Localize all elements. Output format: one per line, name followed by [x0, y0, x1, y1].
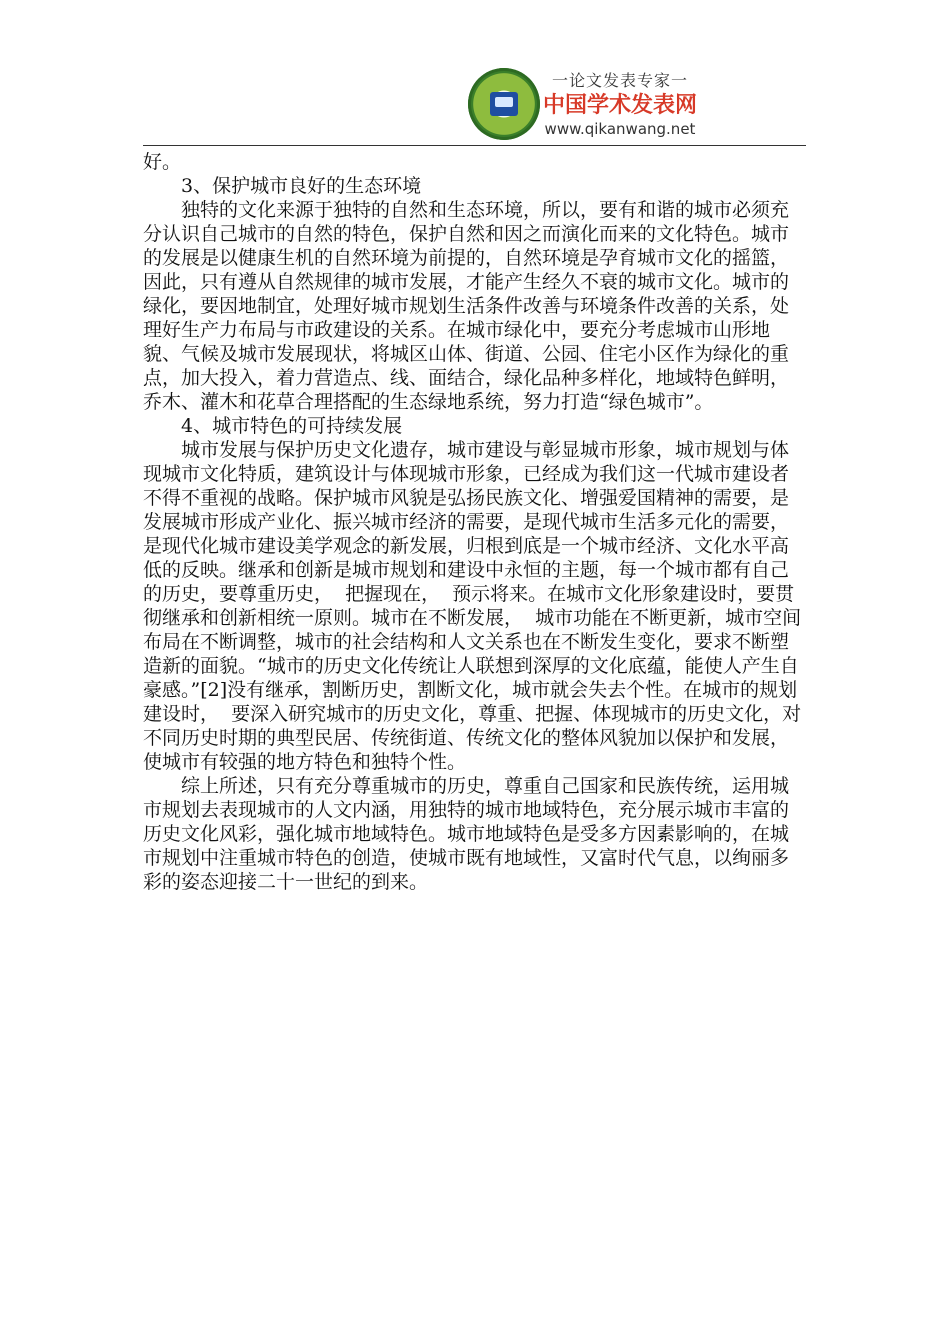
logo-tagline: 一论文发表专家一 — [551, 71, 688, 90]
section-heading-3: 3、保护城市良好的生态环境 — [181, 175, 422, 197]
paragraph-ecology: 独特的文化来源于独特的自然和生态环境，所以，要有和谐的城市必须充分认识自己城市的自然的特色，保护自然和因之而演化而来的文化特色。城市的发展是以健康生机的自然环境为前提的，自然环境是孕育城市文化的摇篮，因此，只有遵从自然规律的城市发展，才能产生经久不衰的城市文化。城市的绿化，要因地制宜，处理好城市规划生活条件改善与环境条件改善的关系，处理好生产力布局与市政建设的关系。在城市绿化中，要充分考虑城市山形地貌、气候及城市发展现状，将城区山体、街道、公园、住宅小区作为绿化的重点，加大投入，着力营造点、线、面结合，绿化品种多样化，地域特色鲜明，乔木、灌木和花草合理搭配的生态绿地系统，努力打造“绿色城市”。 — [143, 199, 790, 413]
document-body — [143, 150, 806, 894]
paragraph-sustainability: 城市发展与保护历史文化遗存，城市建设与彰显城市形象，城市规划与体现城市文化特质，建筑设计与体现城市形象，已经成为我们这一代城市建设者不得不重视的战略。保护城市风貌是弘扬民族文化、增强爱国精神的需要，是发展城市形成产业化、振兴城市经济的需要，是现代城市生活多元化的需要，是现代化城市建设美学观念的新发展，归根到底是一个城市经济、文化水平高低的反映。继承和创新是城市规划和建设中永恒的主题，每一个城市都有自己的历史，要尊重历史， 把握现在， 预示将来。在城市文化形象建设时，要贯彻继承和创新相统一原则。城市在不断发展， 城市功能在不断更新，城市空间布局在不断调整，城市的社会结构和人文关系也在不断发生变化，要求不断塑造新的面貌。“城市的历史文化传统让人联想到深厚的文化底蕴，能使人产生自豪感。”[2]没有继承，割断历史，割断文化，城市就会失去个性。在城市的规划建设时， 要深入研究城市的历史文化，尊重、把握、体现城市的历史文化，对不同历史时期的典型民居、传统街道、传统文化的整体风貌加以保护和发展，使城市有较强的地方特色和独特个性。 — [143, 439, 802, 773]
logo-seal-icon — [468, 68, 540, 140]
paragraph-fragment: 好。 — [143, 151, 182, 173]
paragraph-conclusion: 综上所述，只有充分尊重城市的历史，尊重自己国家和民族传统，运用城市规划去表现城市的人文内涵，用独特的城市地域特色，充分展示城市丰富的历史文化风彩，强化城市地域特色。城市地域特色是受多方因素影响的，在城市规划中注重城市特色的创造，使城市既有地域性，又富时代气息，以绚丽多彩的姿态迎接二十一世纪的到来。 — [143, 775, 790, 893]
section-heading-4: 4、城市特色的可持续发展 — [181, 415, 403, 437]
book-icon — [490, 92, 518, 116]
header-divider — [143, 145, 806, 146]
site-logo — [468, 68, 700, 140]
logo-title: 中国学术发表网 — [542, 93, 697, 118]
logo-url: www.qikanwang.net — [544, 120, 696, 138]
